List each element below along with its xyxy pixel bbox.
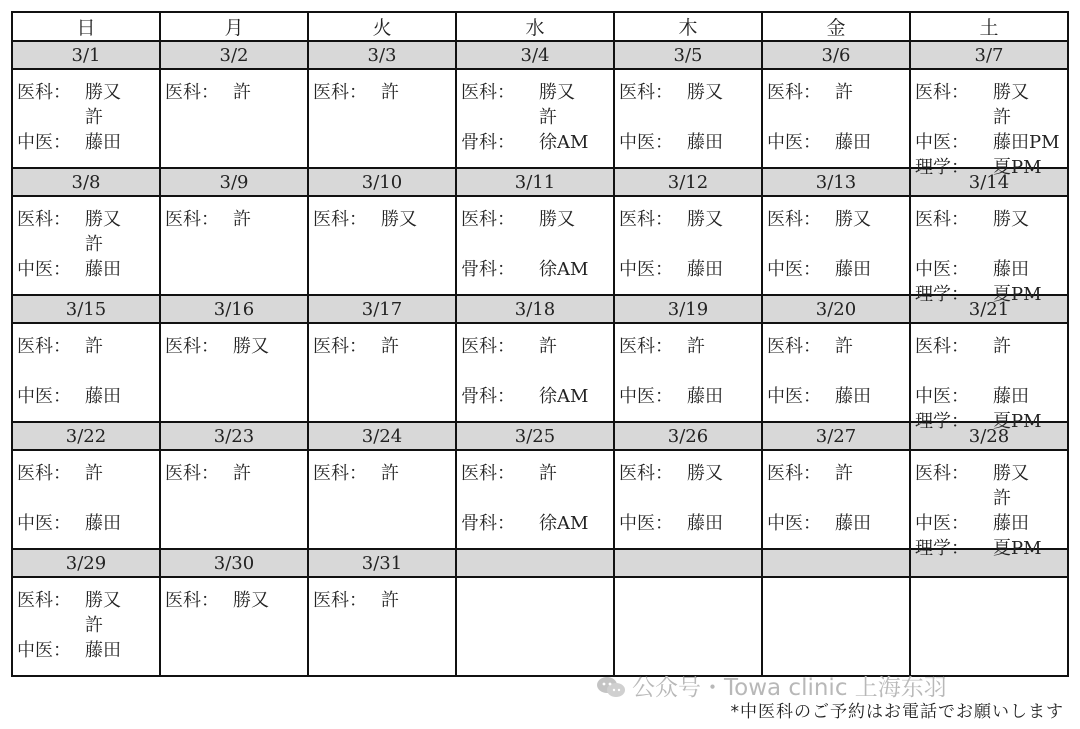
department-label: 医科： bbox=[165, 209, 219, 230]
date-cell: 3/7 bbox=[910, 41, 1068, 69]
schedule-row bbox=[12, 577, 1068, 676]
date-cell: 3/1 bbox=[12, 41, 160, 69]
department-label: 骨科： bbox=[461, 132, 515, 153]
doctor-name: 許 bbox=[539, 463, 557, 484]
doctor-name: 藤田 bbox=[85, 386, 121, 407]
department-label: 中医： bbox=[915, 386, 969, 407]
date-cell: 3/9 bbox=[160, 168, 308, 196]
date-cell: 3/12 bbox=[614, 168, 762, 196]
department-label: 医科： bbox=[165, 336, 219, 357]
doctor-name: 勝又 bbox=[687, 209, 723, 230]
schedule-entry bbox=[915, 255, 1029, 281]
department-label: 医科： bbox=[165, 82, 219, 103]
doctor-name: 藤田 bbox=[85, 640, 121, 661]
doctor-name: 許 bbox=[233, 82, 251, 103]
date-cell: 3/3 bbox=[308, 41, 456, 69]
schedule-entry bbox=[915, 205, 1029, 231]
schedule-entry bbox=[17, 128, 121, 154]
watermark-text: 公众号・Towa clinic 上海东羽 bbox=[632, 675, 947, 701]
department-label: 医科： bbox=[17, 590, 71, 611]
schedule-entry bbox=[17, 255, 121, 281]
department-label: 中医： bbox=[767, 259, 821, 280]
date-row bbox=[12, 295, 1068, 323]
day-schedule-cell bbox=[614, 450, 762, 549]
department-label: 骨科： bbox=[461, 513, 515, 534]
date-cell: 3/10 bbox=[308, 168, 456, 196]
day-schedule-cell bbox=[12, 69, 160, 168]
doctor-name: 藤田 bbox=[85, 259, 121, 280]
date-cell bbox=[614, 549, 762, 577]
department-label: 医科： bbox=[915, 209, 969, 230]
doctor-name: 許 bbox=[539, 336, 557, 357]
department-label: 医科： bbox=[767, 209, 821, 230]
department-label: 中医： bbox=[619, 259, 673, 280]
schedule-entry bbox=[313, 78, 399, 104]
schedule-entry bbox=[461, 332, 557, 358]
date-cell: 3/14 bbox=[910, 168, 1068, 196]
date-cell: 3/21 bbox=[910, 295, 1068, 323]
schedule-entry bbox=[313, 586, 399, 612]
day-schedule-cell bbox=[762, 196, 910, 295]
weekday-header: 土 bbox=[910, 12, 1068, 41]
day-schedule-cell bbox=[160, 196, 308, 295]
doctor-name: 許 bbox=[835, 463, 853, 484]
schedule-entry bbox=[313, 459, 399, 485]
doctor-name: 藤田 bbox=[835, 132, 871, 153]
doctor-name: 勝又 bbox=[993, 82, 1029, 103]
doctor-name: 勝又 bbox=[687, 82, 723, 103]
date-cell: 3/8 bbox=[12, 168, 160, 196]
doctor-name: 勝又 bbox=[539, 209, 575, 230]
monthly-schedule-table bbox=[11, 11, 1069, 677]
wechat-icon bbox=[596, 676, 626, 698]
schedule-entry bbox=[915, 509, 1029, 535]
day-schedule-cell bbox=[614, 577, 762, 676]
date-cell: 3/26 bbox=[614, 422, 762, 450]
doctor-name: 藤田 bbox=[687, 259, 723, 280]
schedule-row bbox=[12, 69, 1068, 168]
department-label: 医科： bbox=[767, 463, 821, 484]
schedule-entry bbox=[767, 382, 871, 408]
day-schedule-cell bbox=[910, 450, 1068, 559]
day-schedule-cell bbox=[12, 323, 160, 422]
department-label: 中医： bbox=[17, 640, 71, 661]
department-label: 医科： bbox=[313, 336, 367, 357]
schedule-entry bbox=[767, 255, 871, 281]
schedule-entry bbox=[461, 128, 589, 154]
department-label: 医科： bbox=[313, 590, 367, 611]
date-row bbox=[12, 168, 1068, 196]
department-label: 中医： bbox=[619, 386, 673, 407]
day-schedule-cell bbox=[762, 69, 910, 168]
department-label: 医科： bbox=[17, 336, 71, 357]
day-schedule-cell bbox=[910, 196, 1068, 305]
doctor-name: 徐AM bbox=[539, 259, 589, 280]
schedule-entry bbox=[313, 205, 417, 231]
day-schedule-cell bbox=[910, 69, 1068, 178]
schedule-entry bbox=[915, 332, 1011, 358]
weekday-header-row bbox=[12, 12, 1068, 41]
schedule-entry bbox=[165, 205, 251, 231]
doctor-name: 勝又 bbox=[539, 82, 575, 103]
schedule-entry bbox=[461, 509, 589, 535]
schedule-entry bbox=[165, 78, 251, 104]
weekday-header: 月 bbox=[160, 12, 308, 41]
date-cell: 3/11 bbox=[456, 168, 614, 196]
doctor-name: 許 bbox=[85, 615, 103, 636]
doctor-name: 藤田PM bbox=[993, 132, 1060, 153]
department-label: 医科： bbox=[619, 209, 673, 230]
doctor-name: 藤田 bbox=[85, 132, 121, 153]
schedule-entry bbox=[915, 78, 1029, 104]
weekday-header: 日 bbox=[12, 12, 160, 41]
schedule-entry bbox=[767, 332, 853, 358]
schedule-entry bbox=[165, 586, 269, 612]
department-label: 中医： bbox=[915, 132, 969, 153]
schedule-entry bbox=[461, 255, 589, 281]
department-label: 医科： bbox=[767, 82, 821, 103]
doctor-name: 夏PM bbox=[993, 411, 1042, 432]
date-cell: 3/20 bbox=[762, 295, 910, 323]
doctor-name: 許 bbox=[687, 336, 705, 357]
doctor-name: 許 bbox=[381, 463, 399, 484]
doctor-name: 勝又 bbox=[993, 209, 1029, 230]
day-schedule-cell bbox=[762, 577, 910, 676]
day-schedule-cell bbox=[308, 577, 456, 676]
department-label: 医科： bbox=[313, 463, 367, 484]
schedule-entry bbox=[461, 78, 575, 104]
schedule-entry bbox=[17, 586, 121, 612]
doctor-name: 勝又 bbox=[233, 590, 269, 611]
day-schedule-cell bbox=[456, 69, 614, 168]
day-schedule-cell bbox=[160, 450, 308, 549]
doctor-name: 藤田 bbox=[687, 132, 723, 153]
day-schedule-cell bbox=[614, 69, 762, 168]
date-cell: 3/28 bbox=[910, 422, 1068, 450]
schedule-row bbox=[12, 323, 1068, 422]
schedule-row bbox=[12, 450, 1068, 549]
schedule-entry bbox=[313, 332, 399, 358]
date-cell: 3/23 bbox=[160, 422, 308, 450]
schedule-entry bbox=[461, 205, 575, 231]
date-cell bbox=[762, 549, 910, 577]
doctor-name: 徐AM bbox=[539, 132, 589, 153]
schedule-entry bbox=[165, 332, 269, 358]
department-label: 医科： bbox=[17, 209, 71, 230]
schedule-entry bbox=[165, 459, 251, 485]
date-cell: 3/19 bbox=[614, 295, 762, 323]
doctor-name: 徐AM bbox=[539, 513, 589, 534]
doctor-name: 許 bbox=[835, 336, 853, 357]
department-label: 医科： bbox=[461, 82, 515, 103]
doctor-name: 藤田 bbox=[687, 513, 723, 534]
day-schedule-cell bbox=[12, 450, 160, 549]
doctor-name: 夏PM bbox=[993, 538, 1042, 559]
schedule-entry bbox=[17, 509, 121, 535]
schedule-entry bbox=[915, 382, 1029, 408]
date-cell: 3/25 bbox=[456, 422, 614, 450]
day-schedule-cell bbox=[12, 577, 160, 676]
footer-note: *中医科のご予約はお電話でお願いします bbox=[730, 702, 1064, 722]
department-label: 医科： bbox=[313, 209, 367, 230]
department-label: 医科： bbox=[313, 82, 367, 103]
department-label: 骨科： bbox=[461, 259, 515, 280]
schedule-entry bbox=[619, 332, 705, 358]
schedule-entry bbox=[17, 636, 121, 662]
doctor-name: 許 bbox=[85, 463, 103, 484]
department-label: 中医： bbox=[915, 513, 969, 534]
doctor-name: 許 bbox=[381, 336, 399, 357]
doctor-name: 藤田 bbox=[835, 259, 871, 280]
schedule-entry bbox=[767, 128, 871, 154]
department-label: 中医： bbox=[767, 132, 821, 153]
schedule-entry bbox=[17, 205, 121, 231]
doctor-name: 許 bbox=[233, 463, 251, 484]
schedule-entry bbox=[767, 459, 853, 485]
department-label: 医科： bbox=[915, 336, 969, 357]
day-schedule-cell bbox=[160, 323, 308, 422]
doctor-name: 藤田 bbox=[835, 386, 871, 407]
day-schedule-cell bbox=[160, 577, 308, 676]
department-label: 医科： bbox=[915, 463, 969, 484]
department-label: 医科： bbox=[461, 336, 515, 357]
date-cell: 3/29 bbox=[12, 549, 160, 577]
doctor-name: 勝又 bbox=[381, 209, 417, 230]
schedule-entry bbox=[619, 255, 723, 281]
date-cell: 3/13 bbox=[762, 168, 910, 196]
schedule-entry bbox=[619, 78, 723, 104]
department-label: 中医： bbox=[17, 132, 71, 153]
schedule-entry bbox=[915, 153, 1042, 179]
day-schedule-cell bbox=[456, 323, 614, 422]
schedule-entry bbox=[619, 459, 723, 485]
department-label: 医科： bbox=[767, 336, 821, 357]
date-cell: 3/2 bbox=[160, 41, 308, 69]
doctor-name: 許 bbox=[381, 82, 399, 103]
department-label: 医科： bbox=[165, 463, 219, 484]
day-schedule-cell bbox=[456, 577, 614, 676]
date-cell: 3/4 bbox=[456, 41, 614, 69]
doctor-name: 勝又 bbox=[85, 209, 121, 230]
department-label: 医科： bbox=[165, 590, 219, 611]
date-cell: 3/30 bbox=[160, 549, 308, 577]
doctor-name: 勝又 bbox=[687, 463, 723, 484]
date-cell: 3/15 bbox=[12, 295, 160, 323]
department-label: 理学： bbox=[915, 538, 969, 559]
doctor-name: 許 bbox=[85, 107, 103, 128]
day-schedule-cell bbox=[456, 196, 614, 295]
day-schedule-cell bbox=[614, 323, 762, 422]
day-schedule-cell bbox=[308, 450, 456, 549]
doctor-name: 許 bbox=[993, 107, 1011, 128]
doctor-name: 藤田 bbox=[85, 513, 121, 534]
doctor-name: 藤田 bbox=[687, 386, 723, 407]
schedule-entry bbox=[17, 459, 103, 485]
doctor-name: 藤田 bbox=[993, 513, 1029, 534]
department-label: 骨科： bbox=[461, 386, 515, 407]
day-schedule-cell bbox=[308, 69, 456, 168]
date-row bbox=[12, 41, 1068, 69]
doctor-name: 勝又 bbox=[85, 82, 121, 103]
doctor-name: 許 bbox=[85, 234, 103, 255]
day-schedule-cell bbox=[910, 577, 1068, 676]
department-label: 医科： bbox=[17, 82, 71, 103]
department-label: 医科： bbox=[619, 82, 673, 103]
doctor-name: 藤田 bbox=[835, 513, 871, 534]
department-label: 医科： bbox=[915, 82, 969, 103]
department-label: 中医： bbox=[767, 513, 821, 534]
date-cell: 3/6 bbox=[762, 41, 910, 69]
schedule-entry bbox=[619, 382, 723, 408]
doctor-name: 夏PM bbox=[993, 157, 1042, 178]
schedule-entry bbox=[915, 534, 1042, 560]
department-label: 医科： bbox=[461, 463, 515, 484]
day-schedule-cell bbox=[910, 323, 1068, 432]
schedule-entry bbox=[461, 459, 557, 485]
day-schedule-cell bbox=[308, 323, 456, 422]
department-label: 理学： bbox=[915, 411, 969, 432]
schedule-entry bbox=[915, 128, 1060, 154]
doctor-name: 許 bbox=[993, 488, 1011, 509]
day-schedule-cell bbox=[160, 69, 308, 168]
department-label: 中医： bbox=[915, 259, 969, 280]
department-label: 医科： bbox=[619, 336, 673, 357]
weekday-header: 木 bbox=[614, 12, 762, 41]
schedule-entry bbox=[767, 509, 871, 535]
date-cell: 3/27 bbox=[762, 422, 910, 450]
day-schedule-cell bbox=[456, 450, 614, 549]
date-cell: 3/16 bbox=[160, 295, 308, 323]
date-row bbox=[12, 549, 1068, 577]
calendar-weeks bbox=[12, 41, 1068, 676]
department-label: 医科： bbox=[17, 463, 71, 484]
date-cell: 3/18 bbox=[456, 295, 614, 323]
doctor-name: 勝又 bbox=[993, 463, 1029, 484]
doctor-name: 許 bbox=[835, 82, 853, 103]
schedule-entry bbox=[767, 78, 853, 104]
doctor-name: 勝又 bbox=[85, 590, 121, 611]
day-schedule-cell bbox=[762, 323, 910, 422]
doctor-name: 許 bbox=[381, 590, 399, 611]
schedule-entry bbox=[915, 407, 1042, 433]
department-label: 中医： bbox=[17, 513, 71, 534]
doctor-name: 許 bbox=[993, 336, 1011, 357]
schedule-entry bbox=[915, 459, 1029, 485]
doctor-name: 徐AM bbox=[539, 386, 589, 407]
doctor-name: 藤田 bbox=[993, 386, 1029, 407]
weekday-header: 金 bbox=[762, 12, 910, 41]
schedule-entry bbox=[17, 382, 121, 408]
department-label: 中医： bbox=[17, 386, 71, 407]
department-label: 理学： bbox=[915, 284, 969, 305]
department-label: 医科： bbox=[461, 209, 515, 230]
doctor-name: 許 bbox=[539, 107, 557, 128]
date-cell: 3/24 bbox=[308, 422, 456, 450]
schedule-entry bbox=[461, 382, 589, 408]
date-row bbox=[12, 422, 1068, 450]
date-cell: 3/22 bbox=[12, 422, 160, 450]
date-cell: 3/17 bbox=[308, 295, 456, 323]
schedule-entry bbox=[767, 205, 871, 231]
day-schedule-cell bbox=[614, 196, 762, 295]
department-label: 医科： bbox=[619, 463, 673, 484]
doctor-name: 勝又 bbox=[233, 336, 269, 357]
schedule-entry bbox=[619, 128, 723, 154]
date-cell: 3/5 bbox=[614, 41, 762, 69]
weekday-header: 水 bbox=[456, 12, 614, 41]
doctor-name: 藤田 bbox=[993, 259, 1029, 280]
date-cell bbox=[456, 549, 614, 577]
day-schedule-cell bbox=[12, 196, 160, 295]
department-label: 理学： bbox=[915, 157, 969, 178]
schedule-entry bbox=[915, 280, 1042, 306]
date-cell: 3/31 bbox=[308, 549, 456, 577]
schedule-entry bbox=[17, 78, 121, 104]
weekday-header: 火 bbox=[308, 12, 456, 41]
schedule-row bbox=[12, 196, 1068, 295]
department-label: 中医： bbox=[619, 132, 673, 153]
doctor-name: 許 bbox=[233, 209, 251, 230]
schedule-entry bbox=[17, 332, 103, 358]
day-schedule-cell bbox=[308, 196, 456, 295]
department-label: 中医： bbox=[17, 259, 71, 280]
doctor-name: 夏PM bbox=[993, 284, 1042, 305]
department-label: 中医： bbox=[767, 386, 821, 407]
schedule-entry bbox=[619, 205, 723, 231]
doctor-name: 許 bbox=[85, 336, 103, 357]
doctor-name: 勝又 bbox=[835, 209, 871, 230]
day-schedule-cell bbox=[762, 450, 910, 549]
department-label: 中医： bbox=[619, 513, 673, 534]
schedule-entry bbox=[619, 509, 723, 535]
